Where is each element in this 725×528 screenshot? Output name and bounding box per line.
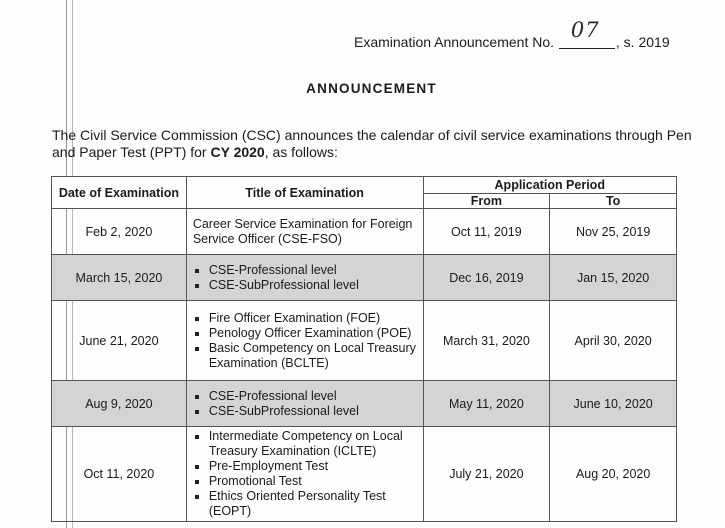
exam-date: June 21, 2020 [52, 301, 187, 381]
exam-title-list [193, 311, 417, 371]
list-item: Basic Competency on Local Treasury Examination (BCLTE) [193, 341, 417, 371]
application-from: May 11, 2020 [423, 381, 550, 427]
exam-title [186, 381, 423, 427]
application-to: Nov 25, 2019 [550, 209, 677, 255]
exam-date: Feb 2, 2020 [52, 209, 187, 255]
list-item: Pre-Employment Test [193, 459, 417, 474]
application-from: July 21, 2020 [423, 427, 550, 522]
application-from: March 31, 2020 [423, 301, 550, 381]
announcement-number-line [354, 18, 670, 50]
exam-title: Career Service Examination for Foreign Service Officer (CSE-FSO) [186, 209, 423, 255]
header-to: To [550, 194, 677, 209]
exam-title [186, 427, 423, 522]
table-row [52, 301, 677, 381]
application-to: Aug 20, 2020 [550, 427, 677, 522]
list-item: Ethics Oriented Personality Test (EOPT) [193, 489, 417, 519]
intro-text-after: , as follows: [264, 144, 338, 160]
announcement-number-blank [559, 18, 615, 49]
application-to: June 10, 2020 [550, 381, 677, 427]
intro-text-before: The Civil Service Commission (CSC) announces the calendar of civil service examinations through Pen and Paper Test (PPT) for [52, 127, 692, 160]
announcement-label: Examination Announcement No. [354, 34, 555, 50]
page-title: ANNOUNCEMENT [306, 81, 437, 96]
list-item: CSE-Professional level [193, 389, 417, 404]
application-to: Jan 15, 2020 [550, 255, 677, 301]
list-item: Promotional Test [193, 474, 417, 489]
header-from: From [423, 194, 550, 209]
exam-title-list [193, 263, 417, 293]
list-item: CSE-SubProfessional level [193, 404, 417, 419]
list-item: Fire Officer Examination (FOE) [193, 311, 417, 326]
exam-title [186, 255, 423, 301]
header-date: Date of Examination [52, 177, 187, 209]
exam-date: Oct 11, 2020 [52, 427, 187, 522]
header-application-period: Application Period [423, 177, 677, 194]
announcement-number: 07 [570, 18, 600, 42]
table-row [52, 427, 677, 522]
application-from: Dec 16, 2019 [423, 255, 550, 301]
table-row [52, 381, 677, 427]
header-title: Title of Examination [186, 177, 423, 209]
table-row [52, 209, 677, 255]
table-row [52, 255, 677, 301]
list-item: Penology Officer Examination (POE) [193, 326, 417, 341]
exam-title [186, 301, 423, 381]
intro-bold-year: CY 2020 [210, 144, 265, 160]
list-item: CSE-Professional level [193, 263, 417, 278]
announcement-series: , s. 2019 [615, 34, 670, 50]
application-to: April 30, 2020 [550, 301, 677, 381]
exam-date: March 15, 2020 [52, 255, 187, 301]
exam-title-list [193, 389, 417, 419]
list-item: CSE-SubProfessional level [193, 278, 417, 293]
exam-title-list [193, 429, 417, 519]
application-from: Oct 11, 2019 [423, 209, 550, 255]
exam-date: Aug 9, 2020 [52, 381, 187, 427]
exam-schedule-table [51, 176, 677, 522]
intro-paragraph [52, 127, 692, 161]
list-item: Intermediate Competency on Local Treasury Examination (ICLTE) [193, 429, 417, 459]
